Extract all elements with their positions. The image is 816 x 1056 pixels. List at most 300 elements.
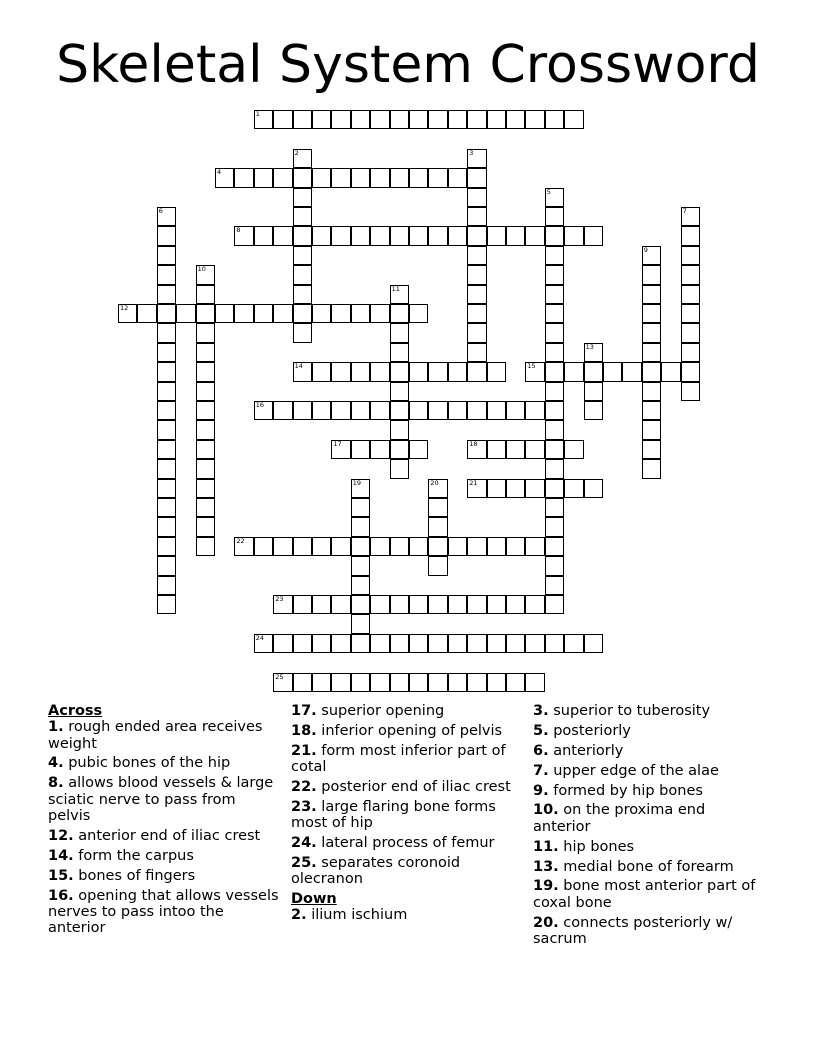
- grid-cell[interactable]: [448, 362, 467, 381]
- grid-cell[interactable]: [196, 304, 215, 323]
- grid-cell[interactable]: [545, 459, 564, 478]
- grid-cell[interactable]: [351, 595, 370, 614]
- grid-cell[interactable]: [545, 576, 564, 595]
- grid-cell[interactable]: [584, 226, 603, 245]
- grid-cell[interactable]: [293, 634, 312, 653]
- grid-cell[interactable]: [293, 226, 312, 245]
- grid-cell[interactable]: [196, 420, 215, 439]
- grid-cell[interactable]: [428, 479, 447, 498]
- grid-cell[interactable]: [331, 304, 350, 323]
- grid-cell[interactable]: [293, 207, 312, 226]
- grid-cell[interactable]: [642, 304, 661, 323]
- grid-cell[interactable]: [467, 479, 486, 498]
- grid-cell[interactable]: [331, 226, 350, 245]
- grid-cell[interactable]: [390, 323, 409, 342]
- grid-cell[interactable]: [293, 149, 312, 168]
- grid-cell[interactable]: [293, 110, 312, 129]
- grid-cell[interactable]: [215, 304, 234, 323]
- grid-cell[interactable]: [293, 246, 312, 265]
- grid-cell[interactable]: [642, 343, 661, 362]
- grid-cell[interactable]: [564, 479, 583, 498]
- grid-cell[interactable]: [293, 285, 312, 304]
- grid-cell[interactable]: [331, 168, 350, 187]
- grid-cell[interactable]: [506, 440, 525, 459]
- grid-cell[interactable]: [370, 537, 389, 556]
- grid-cell[interactable]: [351, 401, 370, 420]
- grid-cell[interactable]: [331, 673, 350, 692]
- grid-cell[interactable]: [525, 479, 544, 498]
- grid-cell[interactable]: [196, 382, 215, 401]
- grid-cell[interactable]: [545, 226, 564, 245]
- grid-cell[interactable]: [234, 168, 253, 187]
- grid-cell[interactable]: [545, 343, 564, 362]
- grid-cell[interactable]: [293, 304, 312, 323]
- grid-cell[interactable]: [370, 673, 389, 692]
- grid-cell[interactable]: [467, 595, 486, 614]
- grid-cell[interactable]: [157, 595, 176, 614]
- grid-cell[interactable]: [370, 362, 389, 381]
- grid-cell[interactable]: [467, 226, 486, 245]
- grid-cell[interactable]: [428, 634, 447, 653]
- grid-cell[interactable]: [448, 595, 467, 614]
- grid-cell[interactable]: [428, 595, 447, 614]
- clue-text: bone most anterior part of coxal bone: [533, 878, 756, 911]
- grid-cell[interactable]: [293, 168, 312, 187]
- grid-cell[interactable]: [273, 168, 292, 187]
- grid-cell[interactable]: [351, 517, 370, 536]
- grid-cell[interactable]: [351, 168, 370, 187]
- grid-cell[interactable]: [254, 168, 273, 187]
- grid-cell[interactable]: [525, 440, 544, 459]
- grid-cell[interactable]: [642, 323, 661, 342]
- grid-cell[interactable]: [545, 401, 564, 420]
- grid-cell[interactable]: [409, 168, 428, 187]
- grid-cell[interactable]: [390, 401, 409, 420]
- grid-cell[interactable]: [273, 634, 292, 653]
- grid-cell[interactable]: [584, 343, 603, 362]
- grid-cell[interactable]: [409, 362, 428, 381]
- grid-cell[interactable]: [312, 595, 331, 614]
- grid-cell[interactable]: [293, 537, 312, 556]
- grid-cell[interactable]: [293, 188, 312, 207]
- grid-cell[interactable]: [467, 285, 486, 304]
- grid-cell[interactable]: [409, 440, 428, 459]
- grid-cell[interactable]: [409, 537, 428, 556]
- cell-number: 12: [120, 304, 129, 312]
- grid-cell[interactable]: [196, 517, 215, 536]
- clue-text: on the proxima end anterior: [533, 802, 706, 835]
- grid-cell[interactable]: [196, 479, 215, 498]
- grid-cell[interactable]: [196, 401, 215, 420]
- clue-text: posteriorly: [548, 722, 631, 739]
- grid-cell[interactable]: [448, 401, 467, 420]
- grid-cell[interactable]: [157, 517, 176, 536]
- grid-cell[interactable]: [642, 401, 661, 420]
- grid-cell[interactable]: [584, 382, 603, 401]
- grid-cell[interactable]: [312, 401, 331, 420]
- grid-cell[interactable]: [467, 343, 486, 362]
- grid-cell[interactable]: [681, 207, 700, 226]
- grid-cell[interactable]: [487, 537, 506, 556]
- grid-cell[interactable]: [564, 226, 583, 245]
- grid-cell[interactable]: [545, 479, 564, 498]
- grid-cell[interactable]: [525, 362, 544, 381]
- grid-cell[interactable]: [331, 440, 350, 459]
- grid-cell[interactable]: [545, 440, 564, 459]
- grid-cell[interactable]: [196, 323, 215, 342]
- grid-cell[interactable]: [467, 634, 486, 653]
- grid-cell[interactable]: [390, 304, 409, 323]
- grid-cell[interactable]: [487, 401, 506, 420]
- grid-cell[interactable]: [234, 537, 253, 556]
- grid-cell[interactable]: [157, 459, 176, 478]
- grid-cell[interactable]: [254, 634, 273, 653]
- grid-cell[interactable]: [428, 498, 447, 517]
- grid-cell[interactable]: [467, 323, 486, 342]
- grid-cell[interactable]: [506, 595, 525, 614]
- grid-cell[interactable]: [293, 323, 312, 342]
- grid-cell[interactable]: [176, 304, 195, 323]
- grid-cell[interactable]: [642, 440, 661, 459]
- grid-cell[interactable]: [370, 440, 389, 459]
- grid-cell[interactable]: [390, 343, 409, 362]
- grid-cell[interactable]: [448, 110, 467, 129]
- grid-cell[interactable]: [254, 401, 273, 420]
- grid-cell[interactable]: [545, 265, 564, 284]
- grid-cell[interactable]: [467, 265, 486, 284]
- grid-cell[interactable]: [273, 304, 292, 323]
- grid-cell[interactable]: [409, 634, 428, 653]
- grid-cell[interactable]: [331, 362, 350, 381]
- grid-cell[interactable]: [525, 673, 544, 692]
- grid-cell[interactable]: [467, 149, 486, 168]
- grid-cell[interactable]: [234, 304, 253, 323]
- grid-cell[interactable]: [467, 188, 486, 207]
- grid-cell[interactable]: [331, 595, 350, 614]
- grid-cell[interactable]: [157, 479, 176, 498]
- grid-cell[interactable]: [390, 285, 409, 304]
- grid-cell[interactable]: [370, 304, 389, 323]
- grid-cell[interactable]: [351, 634, 370, 653]
- grid-cell[interactable]: [584, 401, 603, 420]
- grid-cell[interactable]: [293, 673, 312, 692]
- grid-cell[interactable]: [254, 537, 273, 556]
- grid-cell[interactable]: [642, 246, 661, 265]
- grid-cell[interactable]: [545, 285, 564, 304]
- grid-cell[interactable]: [390, 459, 409, 478]
- grid-cell[interactable]: [351, 576, 370, 595]
- grid-cell[interactable]: [467, 110, 486, 129]
- grid-cell[interactable]: [351, 362, 370, 381]
- grid-cell[interactable]: [157, 556, 176, 575]
- grid-cell[interactable]: [196, 343, 215, 362]
- grid-cell[interactable]: [390, 362, 409, 381]
- grid-cell[interactable]: [448, 537, 467, 556]
- grid-cell[interactable]: [331, 110, 350, 129]
- grid-cell[interactable]: [545, 246, 564, 265]
- grid-cell[interactable]: [390, 382, 409, 401]
- grid-cell[interactable]: [351, 537, 370, 556]
- grid-cell[interactable]: [448, 168, 467, 187]
- grid-cell[interactable]: [467, 246, 486, 265]
- grid-cell[interactable]: [312, 304, 331, 323]
- clue-text: inferior opening of pelvis: [316, 722, 503, 739]
- grid-cell[interactable]: [545, 537, 564, 556]
- grid-cell[interactable]: [157, 323, 176, 342]
- grid-cell[interactable]: [681, 362, 700, 381]
- grid-cell[interactable]: [157, 246, 176, 265]
- grid-cell[interactable]: [448, 634, 467, 653]
- grid-cell[interactable]: [564, 440, 583, 459]
- grid-cell[interactable]: [370, 168, 389, 187]
- grid-cell[interactable]: [312, 168, 331, 187]
- page-title: Skeletal System Crossword: [56, 35, 760, 95]
- grid-cell[interactable]: [157, 304, 176, 323]
- grid-cell[interactable]: [428, 110, 447, 129]
- grid-cell[interactable]: [525, 537, 544, 556]
- grid-cell[interactable]: [157, 498, 176, 517]
- grid-cell[interactable]: [137, 304, 156, 323]
- cell-number: 2: [294, 148, 299, 157]
- grid-cell[interactable]: [409, 304, 428, 323]
- grid-cell[interactable]: [273, 226, 292, 245]
- grid-cell[interactable]: [409, 673, 428, 692]
- grid-cell[interactable]: [409, 401, 428, 420]
- grid-cell[interactable]: [545, 382, 564, 401]
- grid-cell[interactable]: [545, 110, 564, 129]
- grid-cell[interactable]: [584, 634, 603, 653]
- grid-cell[interactable]: [564, 362, 583, 381]
- grid-cell[interactable]: [390, 420, 409, 439]
- grid-cell[interactable]: [603, 362, 622, 381]
- grid-cell[interactable]: [584, 362, 603, 381]
- grid-cell[interactable]: [506, 479, 525, 498]
- grid-cell[interactable]: [351, 304, 370, 323]
- grid-cell[interactable]: [370, 226, 389, 245]
- grid-cell[interactable]: [681, 285, 700, 304]
- grid-cell[interactable]: [506, 634, 525, 653]
- grid-cell[interactable]: [118, 304, 137, 323]
- grid-cell[interactable]: [564, 110, 583, 129]
- grid-cell[interactable]: [370, 595, 389, 614]
- grid-cell[interactable]: [681, 246, 700, 265]
- grid-cell[interactable]: [487, 595, 506, 614]
- grid-cell[interactable]: [331, 401, 350, 420]
- down-clue: [533, 915, 765, 948]
- grid-cell[interactable]: [312, 226, 331, 245]
- grid-cell[interactable]: [681, 304, 700, 323]
- grid-cell[interactable]: [351, 110, 370, 129]
- grid-cell[interactable]: [273, 110, 292, 129]
- grid-cell[interactable]: [506, 673, 525, 692]
- grid-cell[interactable]: [642, 420, 661, 439]
- grid-cell[interactable]: [390, 110, 409, 129]
- grid-cell[interactable]: [545, 188, 564, 207]
- grid-cell[interactable]: [157, 576, 176, 595]
- grid-cell[interactable]: [525, 226, 544, 245]
- grid-cell[interactable]: [506, 110, 525, 129]
- grid-cell[interactable]: [487, 673, 506, 692]
- grid-cell[interactable]: [157, 420, 176, 439]
- grid-cell[interactable]: [157, 265, 176, 284]
- grid-cell[interactable]: [293, 401, 312, 420]
- grid-cell[interactable]: [312, 537, 331, 556]
- grid-cell[interactable]: [564, 634, 583, 653]
- grid-cell[interactable]: [661, 362, 680, 381]
- grid-cell[interactable]: [157, 440, 176, 459]
- grid-cell[interactable]: [525, 110, 544, 129]
- grid-cell[interactable]: [409, 110, 428, 129]
- grid-cell[interactable]: [312, 110, 331, 129]
- grid-cell[interactable]: [545, 362, 564, 381]
- grid-cell[interactable]: [681, 265, 700, 284]
- grid-cell[interactable]: [157, 207, 176, 226]
- grid-cell[interactable]: [351, 556, 370, 575]
- grid-cell[interactable]: [390, 673, 409, 692]
- grid-cell[interactable]: [390, 595, 409, 614]
- grid-cell[interactable]: [467, 207, 486, 226]
- grid-cell[interactable]: [487, 110, 506, 129]
- grid-cell[interactable]: [428, 673, 447, 692]
- grid-cell[interactable]: [642, 265, 661, 284]
- grid-cell[interactable]: [467, 304, 486, 323]
- grid-cell[interactable]: [157, 537, 176, 556]
- grid-cell[interactable]: [157, 362, 176, 381]
- grid-cell[interactable]: [351, 479, 370, 498]
- grid-cell[interactable]: [273, 401, 292, 420]
- grid-cell[interactable]: [545, 634, 564, 653]
- grid-cell[interactable]: [428, 401, 447, 420]
- grid-cell[interactable]: [681, 382, 700, 401]
- grid-cell[interactable]: [642, 382, 661, 401]
- grid-cell[interactable]: [196, 498, 215, 517]
- grid-cell[interactable]: [390, 440, 409, 459]
- grid-cell[interactable]: [273, 537, 292, 556]
- grid-cell[interactable]: [545, 595, 564, 614]
- grid-cell[interactable]: [351, 440, 370, 459]
- grid-cell[interactable]: [642, 285, 661, 304]
- grid-cell[interactable]: [234, 226, 253, 245]
- grid-cell[interactable]: [390, 226, 409, 245]
- grid-cell[interactable]: [487, 634, 506, 653]
- grid-cell[interactable]: [390, 537, 409, 556]
- grid-cell[interactable]: [157, 343, 176, 362]
- grid-cell[interactable]: [642, 459, 661, 478]
- grid-cell[interactable]: [506, 401, 525, 420]
- grid-cell[interactable]: [157, 401, 176, 420]
- grid-cell[interactable]: [487, 440, 506, 459]
- grid-cell[interactable]: [545, 556, 564, 575]
- grid-cell[interactable]: [487, 226, 506, 245]
- grid-cell[interactable]: [467, 440, 486, 459]
- grid-cell[interactable]: [351, 614, 370, 633]
- grid-cell[interactable]: [428, 537, 447, 556]
- grid-cell[interactable]: [642, 362, 661, 381]
- grid-cell[interactable]: [681, 343, 700, 362]
- grid-cell[interactable]: [196, 537, 215, 556]
- grid-cell[interactable]: [254, 110, 273, 129]
- grid-cell[interactable]: [390, 634, 409, 653]
- grid-cell[interactable]: [196, 285, 215, 304]
- grid-cell[interactable]: [312, 634, 331, 653]
- grid-cell[interactable]: [448, 673, 467, 692]
- grid-cell[interactable]: [157, 285, 176, 304]
- grid-cell[interactable]: [157, 382, 176, 401]
- grid-cell[interactable]: [584, 479, 603, 498]
- grid-cell[interactable]: [506, 226, 525, 245]
- grid-cell[interactable]: [157, 226, 176, 245]
- grid-cell[interactable]: [312, 673, 331, 692]
- cell-number: 17: [333, 439, 342, 448]
- grid-cell[interactable]: [525, 595, 544, 614]
- grid-cell[interactable]: [545, 517, 564, 536]
- grid-cell[interactable]: [525, 634, 544, 653]
- grid-cell[interactable]: [545, 207, 564, 226]
- grid-cell[interactable]: [506, 537, 525, 556]
- grid-cell[interactable]: [467, 401, 486, 420]
- grid-cell[interactable]: [467, 537, 486, 556]
- grid-cell[interactable]: [467, 673, 486, 692]
- grid-cell[interactable]: [293, 595, 312, 614]
- grid-cell[interactable]: [273, 673, 292, 692]
- grid-cell[interactable]: [525, 401, 544, 420]
- grid-cell[interactable]: [331, 634, 350, 653]
- grid-cell[interactable]: [681, 226, 700, 245]
- grid-cell[interactable]: [196, 265, 215, 284]
- grid-cell[interactable]: [215, 168, 234, 187]
- grid-cell[interactable]: [351, 226, 370, 245]
- grid-cell[interactable]: [545, 304, 564, 323]
- grid-cell[interactable]: [273, 595, 292, 614]
- grid-cell[interactable]: [254, 226, 273, 245]
- grid-cell[interactable]: [293, 265, 312, 284]
- grid-cell[interactable]: [487, 362, 506, 381]
- cell-number: 18: [469, 439, 478, 448]
- grid-cell[interactable]: [351, 498, 370, 517]
- grid-cell[interactable]: [196, 459, 215, 478]
- grid-cell[interactable]: [545, 420, 564, 439]
- grid-cell[interactable]: [428, 517, 447, 536]
- down-heading: Down: [291, 891, 337, 908]
- grid-cell[interactable]: [351, 673, 370, 692]
- grid-cell[interactable]: [467, 362, 486, 381]
- grid-cell[interactable]: [409, 595, 428, 614]
- grid-cell[interactable]: [428, 556, 447, 575]
- grid-cell[interactable]: [622, 362, 641, 381]
- down-clue: [533, 703, 765, 719]
- grid-cell[interactable]: [409, 226, 428, 245]
- grid-cell[interactable]: [370, 634, 389, 653]
- grid-cell[interactable]: [428, 226, 447, 245]
- grid-cell[interactable]: [370, 401, 389, 420]
- grid-cell[interactable]: [428, 362, 447, 381]
- grid-cell[interactable]: [390, 168, 409, 187]
- grid-cell[interactable]: [467, 168, 486, 187]
- grid-cell[interactable]: [428, 168, 447, 187]
- grid-cell[interactable]: [370, 110, 389, 129]
- grid-cell[interactable]: [196, 362, 215, 381]
- grid-cell[interactable]: [196, 440, 215, 459]
- grid-cell[interactable]: [681, 323, 700, 342]
- grid-cell[interactable]: [312, 362, 331, 381]
- grid-cell[interactable]: [293, 362, 312, 381]
- grid-cell[interactable]: [545, 323, 564, 342]
- grid-cell[interactable]: [487, 479, 506, 498]
- grid-cell[interactable]: [448, 226, 467, 245]
- grid-cell[interactable]: [331, 537, 350, 556]
- grid-cell[interactable]: [545, 498, 564, 517]
- grid-cell[interactable]: [254, 304, 273, 323]
